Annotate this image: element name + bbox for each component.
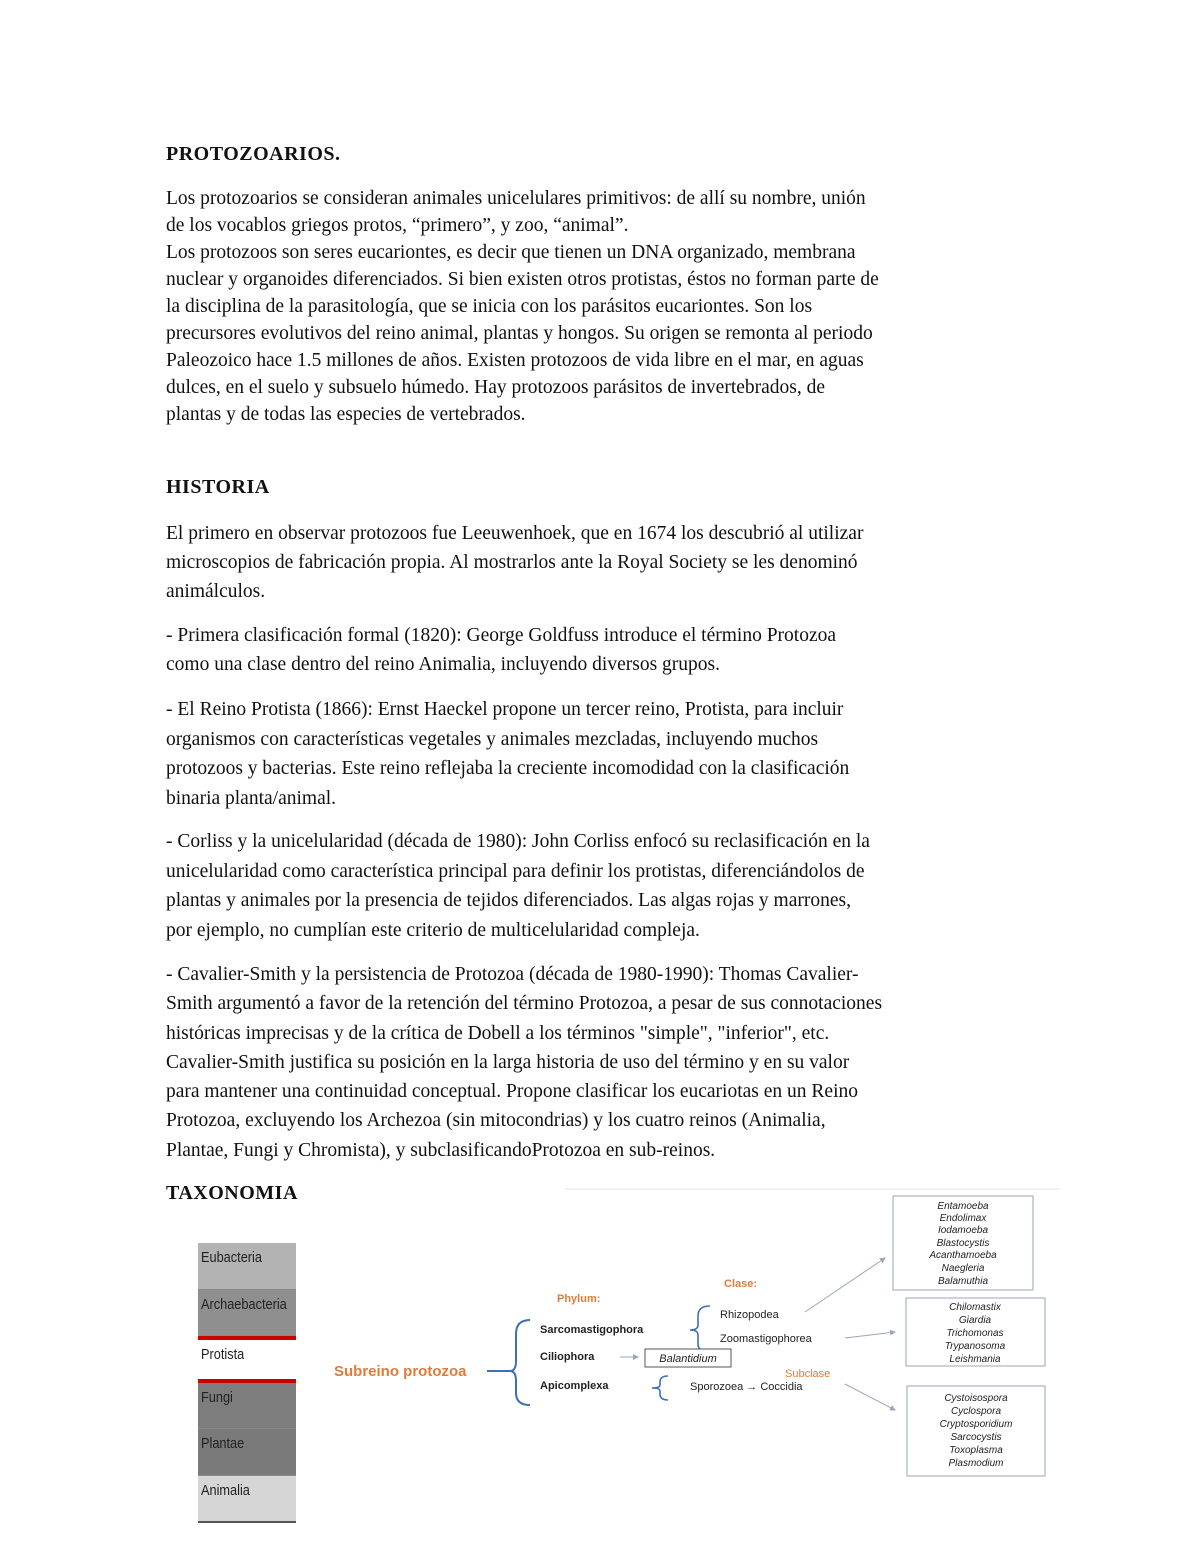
genus-balamuthia: Balamuthia — [937, 1276, 989, 1287]
text-line: El primero en observar protozoos fue Leeuwenhoek, que en 1674 los descubrió al utilizar — [166, 523, 864, 544]
text-line: la disciplina de la parasitología, que se inicia con los parásitos eucariontes. Son los — [166, 296, 813, 317]
text-line: microscopios de fabricación propia. Al mostrarlos ante la Royal Society se les denominó — [166, 552, 858, 573]
text-line: Cavalier-Smith justifica su posición en la larga historia de uso del término y en su valor — [166, 1051, 850, 1073]
arrow-to-group3 — [845, 1384, 895, 1410]
genus-blastocystis: Blastocystis — [936, 1238, 990, 1249]
text-line: unicelularidad como característica principal para definir los protistas, diferenciándolos de — [166, 860, 865, 882]
text-line: Plantae, Fungi y Chromista), y subclasificandoProtozoa en sub-reinos. — [166, 1139, 716, 1161]
kingdom-archaebacteria: Archaebacteria — [198, 1290, 296, 1337]
text-line: Protozoa, excluyendo los Archezoa (sin mitocondrias) y los cuatro reinos (Animalia, — [166, 1110, 826, 1132]
arrow-to-group1 — [805, 1258, 885, 1312]
text-line: nuclear y organoides diferenciados. Si bien existen otros protistas, éstos no forman parte de — [166, 269, 879, 290]
clase-rhizopodea: Rhizopodea — [720, 1309, 779, 1321]
text-line: organismos con características vegetales y animales mezcladas, incluyendo muchos — [166, 728, 819, 750]
text-line: animálculos. — [166, 581, 266, 602]
genus-entamoeba: Entamoeba — [937, 1201, 989, 1212]
genus-leishmania: Leishmania — [949, 1354, 1001, 1365]
phylum-sarcomastigophora: Sarcomastigophora — [540, 1324, 644, 1336]
genus-plasmodium: Plasmodium — [948, 1458, 1004, 1469]
genus-trypanosoma: Trypanosoma — [944, 1341, 1006, 1352]
heading-historia: HISTORIA — [166, 476, 270, 498]
text-line: para mantener una continuidad conceptual. Propone clasificar los eucariotas en un Reino — [166, 1081, 858, 1103]
genus-toxoplasma: Toxoplasma — [949, 1445, 1003, 1456]
genus-cystoisospora: Cystoisospora — [944, 1393, 1008, 1404]
text-line: de los vocablos griegos protos, “primero”, y zoo, “animal”. — [166, 215, 629, 236]
text-line: - El Reino Protista (1866): Ernst Haeckel propone un tercer reino, Protista, para incluir — [166, 699, 844, 720]
balantidium-label: Balantidium — [659, 1353, 717, 1365]
genus-acanthamoeba: Acanthamoeba — [929, 1250, 997, 1261]
clase-label: Clase: — [724, 1278, 758, 1290]
text-line: Paleozoico hace 1.5 millones de años. Existen protozoos de vida libre en el mar, en aguas — [166, 350, 864, 371]
genus-trichomonas: Trichomonas — [946, 1328, 1004, 1339]
genus-endolimax: Endolimax — [939, 1213, 987, 1224]
text-line: por ejemplo, no cumplían este criterio de multicelularidad compleja. — [166, 919, 700, 941]
text-line: históricas imprecisas y de la crítica de Dobell a los términos "simple", "inferior", etc. — [166, 1022, 830, 1044]
text-line: precursores evolutivos del reino animal, plantas y hongos. Su origen se remonta al periodo — [166, 323, 873, 344]
kingdom-fungi: Fungi — [198, 1383, 296, 1430]
clase-zoomastigophorea: Zoomastigophorea — [720, 1333, 812, 1345]
text-line: como una clase dentro del reino Animalia, incluyendo diversos grupos. — [166, 654, 720, 675]
arrow-to-group2 — [845, 1332, 895, 1338]
genus-cryptosporidium: Cryptosporidium — [939, 1419, 1013, 1430]
text-line: plantas y animales por la presencia de tejidos diferenciados. Las algas rojas y marrones, — [166, 890, 851, 911]
genus-sarcocystis: Sarcocystis — [950, 1432, 1002, 1443]
genus-giardia: Giardia — [958, 1315, 992, 1326]
text-line: - Corliss y la unicelularidad (década de 1980): John Corliss enfocó su reclasificación en la — [166, 831, 870, 852]
text-line: dulces, en el suelo y subsuelo húmedo. Hay protozoos parásitos de invertebrados, de — [166, 377, 826, 398]
text-line: Smith argumentó a favor de la retención del término Protozoa, a pesar de sus connotaciones — [166, 993, 883, 1015]
text-line: plantas y de todas las especies de vertebrados. — [166, 404, 526, 425]
heading-protozoarios: PROTOZOARIOS. — [166, 143, 341, 165]
text-line: - Cavalier-Smith y la persistencia de Protozoa (década de 1980-1990): Thomas Cavalier- — [166, 964, 859, 985]
genus-cyclospora: Cyclospora — [950, 1406, 1002, 1417]
subclase-label: Subclase — [785, 1368, 831, 1380]
phylum-label: Phylum: — [557, 1293, 601, 1305]
clase-brace — [690, 1306, 710, 1352]
text-line: Los protozoos son seres eucariontes, es decir que tienen un DNA organizado, membrana — [166, 242, 856, 263]
genus-naegleria: Naegleria — [941, 1263, 985, 1274]
text-line: binaria planta/animal. — [166, 787, 337, 809]
text-line: protozoos y bacterias. Este reino reflejaba la creciente incomodidad con la clasificación — [166, 758, 850, 779]
sporozoea-coccidia: Sporozoea → Coccidia — [690, 1381, 803, 1393]
kingdom-protista: Protista — [198, 1336, 296, 1383]
subreino-label: Subreino protozoa — [334, 1363, 467, 1380]
heading-taxonomia: TAXONOMIA — [166, 1182, 298, 1204]
text-line: Los protozoarios se consideran animales unicelulares primitivos: de allí su nombre, unión — [166, 188, 866, 209]
genus-chilomastix: Chilomastix — [949, 1302, 1001, 1313]
subclase-brace — [652, 1376, 668, 1400]
phylum-apicomplexa: Apicomplexa — [540, 1380, 609, 1392]
phylum-ciliophora: Ciliophora — [540, 1351, 595, 1363]
kingdom-plantae: Plantae — [198, 1429, 296, 1476]
kingdom-animalia: Animalia — [198, 1476, 296, 1523]
text-line: - Primera clasificación formal (1820): George Goldfuss introduce el término Protozoa — [166, 625, 837, 646]
genus-iodamoeba: Iodamoeba — [937, 1225, 989, 1236]
kingdom-eubacteria: Eubacteria — [198, 1243, 296, 1290]
phylum-brace — [510, 1320, 530, 1405]
